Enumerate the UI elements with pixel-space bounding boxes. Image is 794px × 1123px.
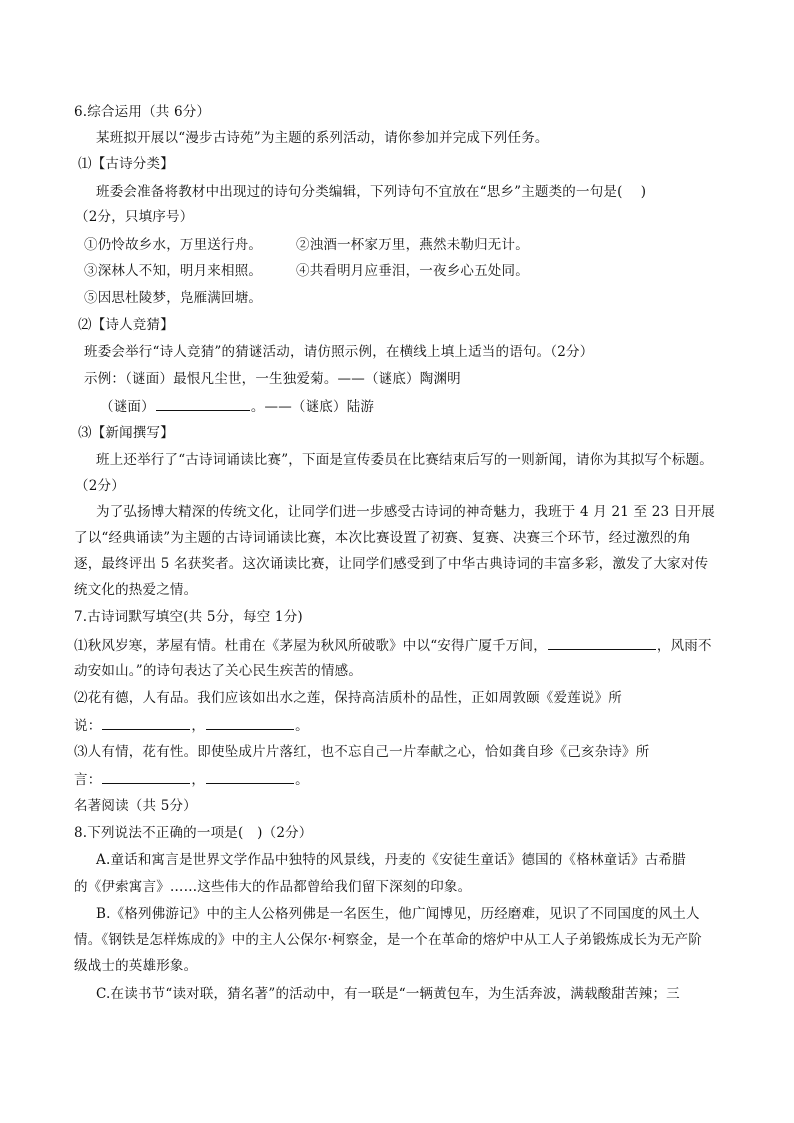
q7-item3-line1: ⑶人有情，花有性。即使坠成片片落红，也不忘自己一片奉献之心，恰如龚自珍《己亥杂诗》所 (74, 744, 650, 760)
q7-item2-line1: ⑵花有德，人有品。我们应该如出水之莲，保持高洁质朴的品性，正如周敦颐《爱莲说》所 (74, 690, 622, 706)
q6-sub3-note: （2分） (75, 478, 125, 494)
q8-option-b-line2: 情。《钢铁是怎样炼成的》中的主人公保尔·柯察金，是一个在革命的熔炉中从工人子弟锻炼成长为无产阶 (74, 932, 702, 948)
q6-sub2-label: ⑵【诗人竞猜】 (78, 317, 174, 333)
q8-option-c-line1: C.在读书节“读对联，猜名著”的活动中，有一联是“一辆黄包车，为生活奔波，满载酸甜苦辣；三 (96, 986, 680, 1002)
q7-item2-blank-1[interactable] (102, 716, 190, 730)
q6-sub3-label: ⑶【新闻撰写】 (78, 425, 174, 441)
q7-item1-blank[interactable] (548, 636, 656, 650)
q6-heading: 6.综合运用（共 6分） (74, 104, 211, 120)
q6-sub3-question: 班上还举行了“古诗词诵读比赛”，下面是宣传委员在比赛结束后写的一则新闻，请你为其拟写个标题。 (96, 452, 714, 468)
q8-option-b-line3: 级战士的英雄形象。 (74, 958, 198, 974)
q7-item2-blank-2[interactable] (206, 716, 294, 730)
q6-option-4: ④共看明月应垂泪，一夜乡心五处同。 (296, 263, 529, 279)
q7-item3-period: 。 (295, 772, 309, 788)
q7-heading: 7.古诗词默写填空(共 5分，每空 1分) (74, 609, 303, 625)
q8-option-a-line1: A.童话和寓言是世界文学作品中独特的风景线，丹麦的《安徒生童话》德国的《格林童话》古希腊 (96, 852, 686, 868)
q6-sub1-question: 班委会准备将教材中出现过的诗句分类编辑，下列诗句不宜放在“思乡”主题类的一句是( ) (96, 184, 647, 200)
q6-news-line-1: 为了弘扬博大精深的传统文化，让同学们进一步感受古诗词的神奇魅力，我班于 4 月 21 至 23 日开展 (96, 504, 715, 520)
q6-sub1-label: ⑴【古诗分类】 (78, 156, 174, 172)
q7-item1-line1 (74, 636, 712, 655)
q7-item1-prefix: ⑴秋风岁寒，茅屋有情。杜甫在《茅屋为秋风所破歌》中以“安得广厦千万间， (74, 638, 547, 654)
q6-option-3: ③深林人不知，明月来相照。 (84, 263, 263, 279)
riddle-answer-blank[interactable] (156, 397, 250, 411)
q7-item3-blank-1[interactable] (102, 770, 190, 784)
q7-item3-line2 (74, 770, 309, 789)
q8-heading: 8.下列说法不正确的一项是( )（2分） (74, 825, 313, 841)
q6-intro: 某班拟开展以“漫步古诗苑”为主题的系列活动，请你参加并完成下列任务。 (96, 130, 549, 146)
q6-sub1-note: （2分，只填序号） (75, 209, 194, 225)
riddle-face-label: （谜面） (100, 399, 155, 415)
q6-sub2-question: 班委会举行“诗人竞猜”的猜谜活动，请仿照示例，在横线上填上适当的语句。（2分） (84, 344, 594, 360)
q7-item2-period: 。 (295, 718, 309, 734)
q6-news-line-4: 统文化的热爱之情。 (74, 582, 198, 598)
q6-news-line-3: 逐，最终评出 5 名获奖者。这次诵读比赛，让同学们感受到了中华古典诗词的丰富多彩，激发了大家对传 (74, 556, 709, 572)
q7-item2-prefix: 说： (74, 718, 102, 734)
q6-option-1: ①仍怜故乡水，万里送行舟。 (84, 237, 263, 253)
q7-item2-comma: ， (191, 718, 206, 734)
q6-news-line-2: 了以“经典诵读”为主题的古诗词诵读比赛，本次比赛设置了初赛、复赛、决赛三个环节，经过激烈的角 (74, 530, 692, 546)
q6-sub2-example: 示例：（谜面）最恨凡尘世，一生独爱菊。——（谜底）陶渊明 (84, 371, 461, 387)
q7-item1-line2: 动安如山。”的诗句表达了关心民生疾苦的情感。 (74, 663, 363, 679)
q6-option-5: ⑤因思杜陵梦，凫雁满回塘。 (84, 290, 263, 306)
q7-item3-prefix: 言： (74, 772, 102, 788)
q7-item2-line2 (74, 716, 309, 735)
q7-item1-suffix: ，风雨不 (656, 638, 712, 654)
q8-option-a-line2: 的《伊索寓言》……这些伟大的作品都曾给我们留下深刻的印象。 (74, 879, 472, 895)
q8-option-b-line1: B.《格列佛游记》中的主人公格列佛是一名医生，他广闻博见，历经磨难，见识了不同国度的风土人 (96, 906, 700, 922)
reading-heading: 名著阅读（共 5分） (74, 798, 197, 814)
riddle-answer-suffix: 。——（谜底）陆游 (250, 399, 375, 415)
q7-item3-blank-2[interactable] (206, 770, 294, 784)
q6-sub2-task (100, 397, 374, 416)
q7-item3-comma: ， (191, 772, 206, 788)
q6-option-2: ②浊酒一杯家万里，燕然未勒归无计。 (296, 237, 529, 253)
